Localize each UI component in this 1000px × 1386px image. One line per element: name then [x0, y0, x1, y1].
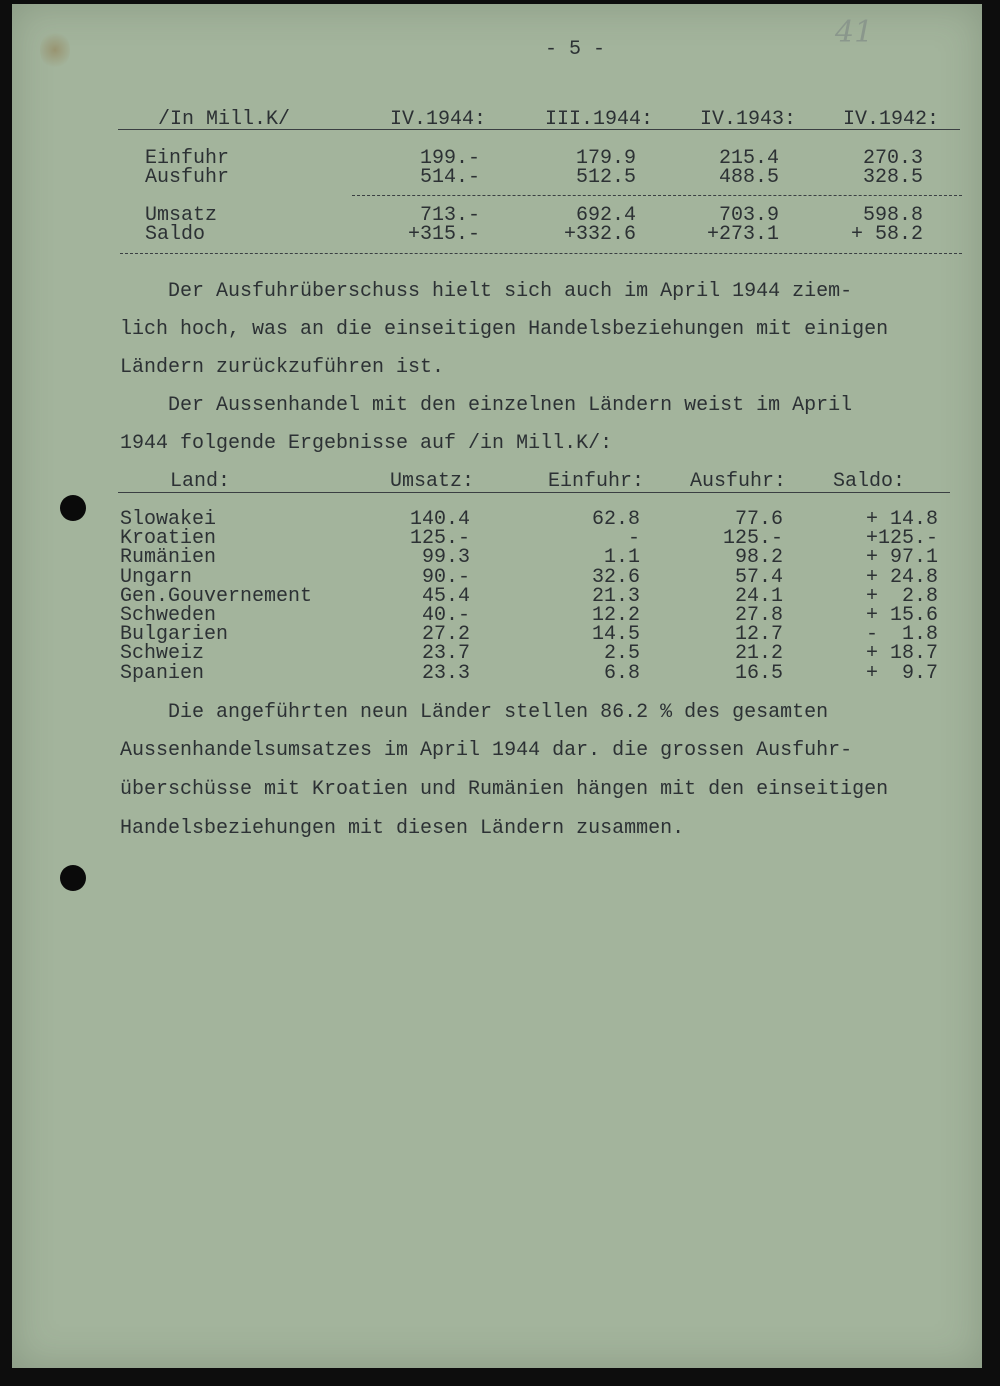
table2-row	[0, 642, 1000, 666]
table2-row	[0, 623, 1000, 647]
cell: 62.8	[591, 508, 640, 531]
cell: -	[627, 527, 640, 551]
cell: 32.6	[591, 565, 640, 589]
cell: 692.4	[575, 204, 636, 227]
country-label: Slowakei	[120, 508, 217, 531]
table2-header-land: Land:	[170, 470, 231, 493]
paragraph-line: Der Aussenhandel mit den einzelnen Ländern weist im April	[120, 394, 853, 417]
cell: 57.4	[734, 565, 783, 589]
punch-hole	[60, 865, 86, 891]
country-label: Kroatien	[120, 527, 217, 551]
country-label: Bulgarien	[120, 623, 229, 647]
cell: + 24.8	[865, 565, 938, 589]
cell: + 58.2	[850, 223, 923, 246]
table1-row	[0, 225, 1000, 244]
table1-header-col1: IV.1944:	[390, 108, 487, 131]
cell: + 9.7	[865, 661, 938, 685]
cell: + 15.6	[865, 604, 938, 627]
cell: 140.4	[409, 508, 470, 531]
table2-header-ausfuhr: Ausfuhr:	[690, 470, 787, 493]
table2-row	[0, 510, 1000, 529]
table2-row	[0, 661, 1000, 685]
paragraph-line: Der Ausfuhrüberschuss hielt sich auch im April 1944 ziem-	[120, 280, 853, 303]
cell: + 18.7	[865, 642, 938, 666]
paragraph-line: lich hoch, was an die einseitigen Handelsbeziehungen mit einigen	[120, 318, 889, 341]
table2-header-einfuhr: Einfuhr:	[548, 470, 645, 493]
cell: 21.2	[734, 642, 783, 666]
paragraph-line: Aussenhandelsumsatzes im April 1944 dar. die grossen Ausfuhr-	[120, 739, 853, 762]
table2-header-rule	[118, 492, 950, 493]
cell: 328.5	[862, 166, 923, 189]
cell: 2.5	[603, 642, 640, 666]
cell: 24.1	[734, 584, 783, 608]
cell: 125.-	[409, 527, 470, 551]
punch-hole	[60, 495, 86, 521]
cell: 215.4	[718, 147, 779, 170]
cell: +125.-	[865, 527, 938, 551]
cell: 514.-	[419, 166, 480, 189]
cell: 40.-	[421, 604, 470, 627]
row-label: Saldo	[145, 223, 206, 246]
cell: 21.3	[591, 584, 640, 608]
cell: 45.4	[421, 584, 470, 608]
cell: 90.-	[421, 565, 470, 589]
cell: + 97.1	[865, 546, 938, 570]
country-label: Ungarn	[120, 565, 193, 589]
table1-header-rule	[118, 129, 960, 130]
table2-row	[0, 527, 1000, 551]
table2-row	[0, 546, 1000, 570]
cell: 27.2	[421, 623, 470, 647]
row-label: Ausfuhr	[145, 166, 230, 189]
table1-header-col4: IV.1942:	[843, 108, 940, 131]
cell: +315.-	[407, 223, 480, 246]
cell: 713.-	[419, 204, 480, 227]
cell: 23.7	[421, 642, 470, 666]
table1-bottom-rule	[120, 253, 962, 254]
country-label: Schweden	[120, 604, 217, 627]
cell: +332.6	[563, 223, 636, 246]
cell: 99.3	[421, 546, 470, 570]
table1-header-unit: /In Mill.K/	[158, 108, 291, 131]
table1-header-col2: III.1944:	[545, 108, 654, 131]
country-label: Gen.Gouvernement	[120, 584, 313, 608]
cell: 23.3	[421, 661, 470, 685]
table2-header-saldo: Saldo:	[833, 470, 906, 493]
cell: 199.-	[419, 147, 480, 170]
cell: 77.6	[734, 508, 783, 531]
table2-row	[0, 565, 1000, 589]
cell: - 1.8	[865, 623, 938, 647]
cell: + 2.8	[865, 584, 938, 608]
cell: 16.5	[734, 661, 783, 685]
table1-row	[0, 168, 1000, 187]
table2-header-umsatz: Umsatz:	[390, 470, 475, 493]
table2-row	[0, 606, 1000, 625]
cell: 6.8	[603, 661, 640, 685]
table2-row	[0, 584, 1000, 608]
country-label: Schweiz	[120, 642, 205, 666]
pencil-annotation: 41	[835, 15, 874, 50]
cell: 270.3	[862, 147, 923, 170]
cell: 98.2	[734, 546, 783, 570]
cell: 12.2	[591, 604, 640, 627]
paragraph-line: 1944 folgende Ergebnisse auf /in Mill.K/:	[120, 432, 613, 455]
row-label: Einfuhr	[145, 147, 230, 170]
cell: 703.9	[718, 204, 779, 227]
cell: + 14.8	[865, 508, 938, 531]
table1-sum-rule	[352, 195, 962, 196]
cell: 488.5	[718, 166, 779, 189]
cell: 125.-	[722, 527, 783, 551]
cell: 598.8	[862, 204, 923, 227]
cell: 12.7	[734, 623, 783, 647]
country-label: Rumänien	[120, 546, 217, 570]
paragraph-line: Handelsbeziehungen mit diesen Ländern zusammen.	[120, 817, 685, 840]
paragraph-line: Die angeführten neun Länder stellen 86.2 % des gesamten	[120, 701, 829, 724]
cell: +273.1	[706, 223, 779, 246]
cell: 14.5	[591, 623, 640, 647]
country-label: Spanien	[120, 661, 205, 685]
page-number: - 5 -	[545, 38, 606, 61]
paragraph-line: überschüsse mit Kroatien und Rumänien hängen mit den einseitigen	[120, 778, 889, 801]
cell: 1.1	[603, 546, 640, 570]
table1-header-col3: IV.1943:	[700, 108, 797, 131]
row-label: Umsatz	[145, 204, 218, 227]
cell: 512.5	[575, 166, 636, 189]
cell: 27.8	[734, 604, 783, 627]
cell: 179.9	[575, 147, 636, 170]
paragraph-line: Ländern zurückzuführen ist.	[120, 356, 445, 379]
